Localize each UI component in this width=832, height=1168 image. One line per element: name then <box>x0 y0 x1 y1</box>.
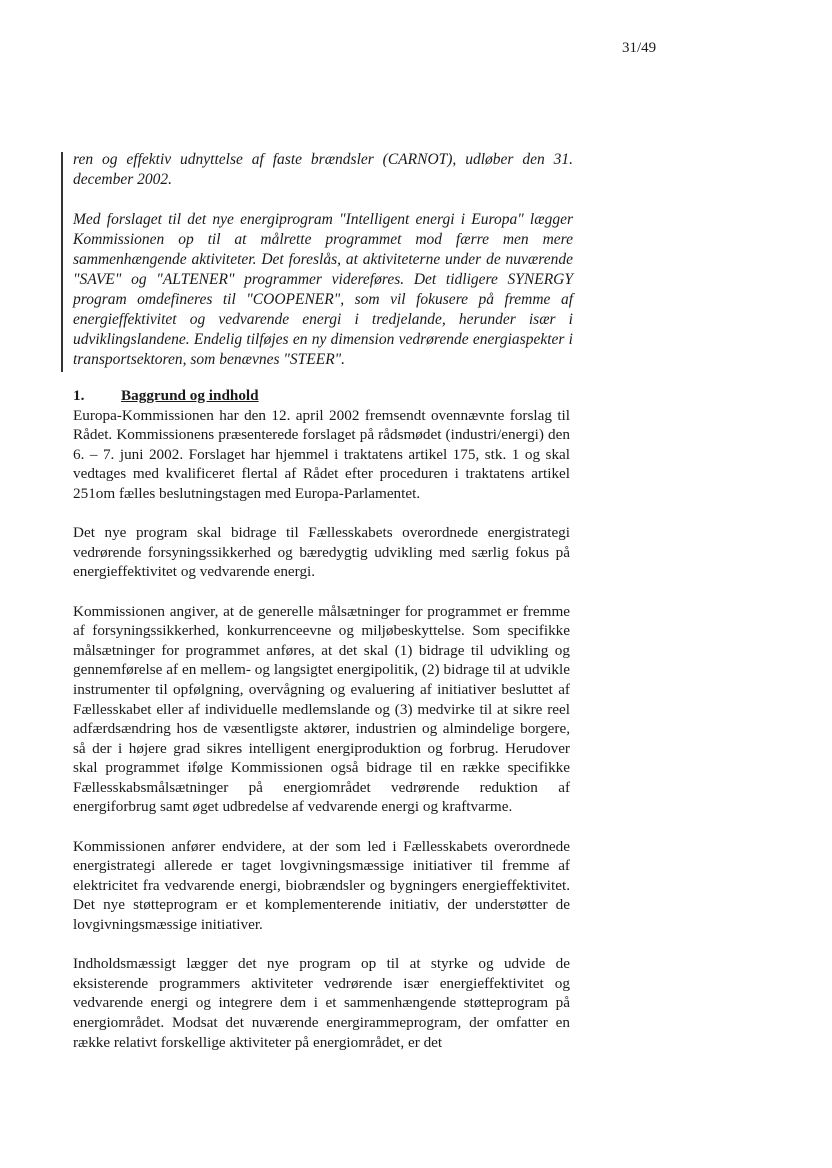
section-background <box>73 386 570 1072</box>
intro-paragraph-1: ren og effektiv udnyttelse af faste brændsler (CARNOT), udløber den 31. december 2002. <box>73 151 573 188</box>
section-title: Baggrund og indhold <box>121 387 259 404</box>
intro-paragraph-2: Med forslaget til det nye energiprogram "Intelligent energi i Europa" lægger Kommissionen op til at målrette programmet mod færre men mere sammenhængende aktiviteter. Det foreslås, at aktiviteterne under de nuværende "SAVE" og "ALTENER" programmer videreføres. Det tidligere SYNERGY program omdefineres til "COOPENER", som vil fokusere på fremme af energieffektivitet og vedvarende energi i tredjelande, herunder især i udviklingslandene. Endelig tilføjes en ny dimension vedrørende energiaspekter i transportsektoren, som benævnes "STEER". <box>73 211 573 368</box>
section-number: 1. <box>73 387 85 404</box>
page-number: 31/49 <box>622 40 657 56</box>
section-heading <box>73 386 570 406</box>
body-paragraph-2: Det nye program skal bidrage til Fællesskabets overordnede energistrategi vedrørende forsyningssikkerhed og bæredygtig udvikling med særlig fokus på energieffektivitet og vedvarende energi. <box>73 524 570 581</box>
intro-italic-block <box>73 150 573 390</box>
body-paragraph-3: Kommissionen angiver, at de generelle målsætninger for programmet er fremme af forsyningssikkerhed, konkurrenceevne og miljøbeskyttelse. Som specifikke målsætninger for programmet anføres, at det skal (1) bidrage til udvikling og gennemførelse af en mellem- og langsigtet energipolitik, (2) bidrage til at udvikle instrumenter til opfølgning, overvågning og evaluering af initiativer besluttet af Fællesskabet eller af individuelle medlemslande og (3) medvirke til at sikre reel adfærdsændring hos de væsentligste aktører, industrien og almindelige borgere, så der i højere grad sikres intelligent energiproduktion og forbrug. Herudover skal programmet ifølge Kommissionen også bidrage til en række specifikke Fællesskabsmålsætninger på energiområdet vedrørende reduktion af energiforbrug samt øget udbredelse af vedvarende energi og kraftvarme. <box>73 602 570 816</box>
body-paragraph-1: Europa-Kommissionen har den 12. april 2002 fremsendt ovennævnte forslag til Rådet. Kommissionens præsenterede forslaget på rådsmødet (industri/energi) den 6. – 7. juni 2002. Forslaget har hjemmel i traktatens artikel 175, stk. 1 og skal vedtages med kvalificeret flertal af Rådet efter proceduren i traktatens artikel 251om fælles beslutningstagen med Europa-Parlamentet. <box>73 406 570 502</box>
body-paragraph-5: Indholdsmæssigt lægger det nye program op til at styrke og udvide de eksisterende programmers aktiviteter vedrørende især energieffektivitet og vedvarende energi og integrere dem i et sammenhængende støtteprogram på energiområdet. Modsat det nuværende energirammeprogram, der omfatter en række relativt forskellige aktiviteter på energiområdet, er det <box>73 955 570 1051</box>
body-paragraph-4: Kommissionen anfører endvidere, at der som led i Fællesskabets overordnede energistrategi allerede er taget lovgivningsmæssige initiativer til fremme af elektricitet fra vedvarende energi, biobrændsler og bygningers energieffektivitet. Det nye støtteprogram er et komplementerende initiativ, der understøtter de lovgivningsmæssige initiativer. <box>73 837 570 934</box>
margin-change-bar <box>61 152 63 372</box>
